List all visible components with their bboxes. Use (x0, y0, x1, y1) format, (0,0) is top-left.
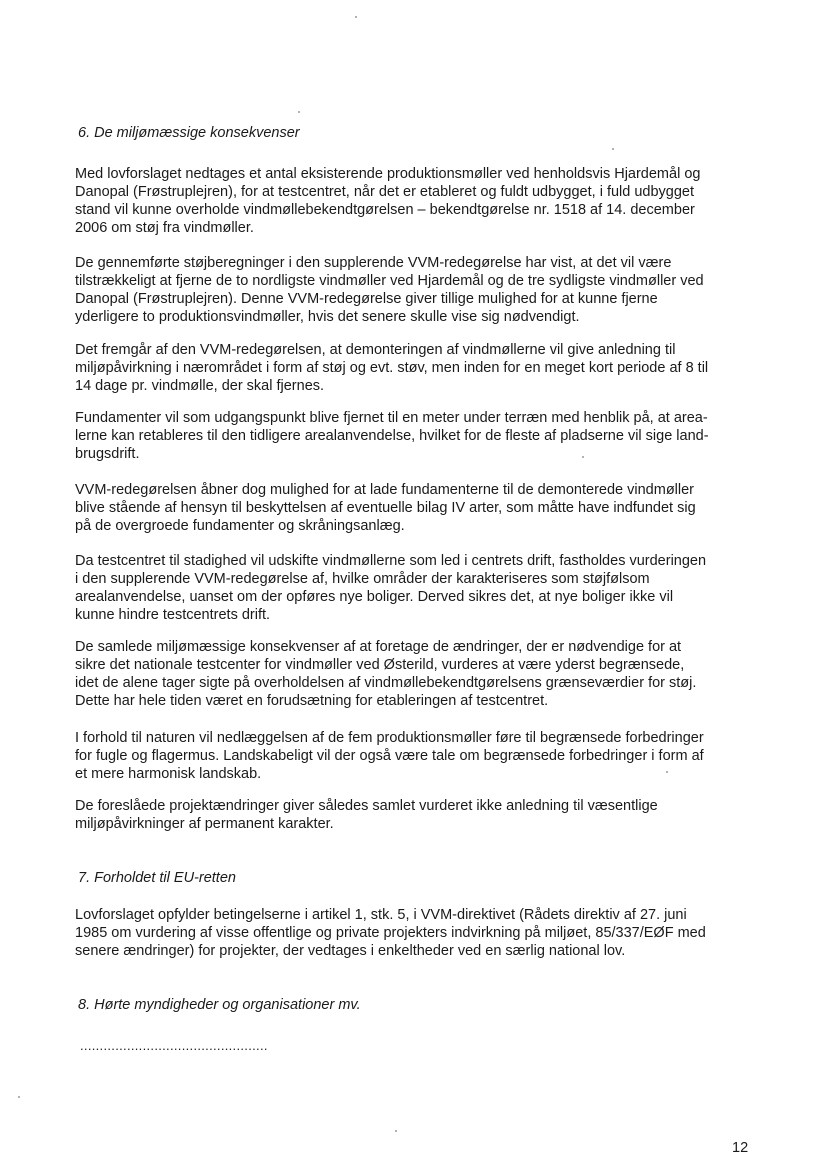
text-line: Da testcentret til stadighed vil udskifte vindmøllerne som led i centrets drift, fastholdes vurderingen (75, 553, 707, 569)
text-line: brugsdrift. (75, 446, 140, 462)
text-line: et mere harmonisk landskab. (75, 766, 262, 782)
page-number: 12 (732, 1140, 749, 1156)
section-8-heading: 8. Hørte myndigheder og organisationer mv. (78, 997, 361, 1013)
text-line: miljøpåvirkninger af permanent karakter. (75, 816, 334, 832)
scan-speck (355, 16, 357, 18)
text-line: 14 dage pr. vindmølle, der skal fjernes. (75, 378, 325, 394)
text-line: senere ændringer) for projekter, der vedtages i enkeltheder ved en særlig national lov. (75, 943, 626, 959)
text-line: miljøpåvirkning i nærområdet i form af støj og evt. støv, men inden for en meget kort periode af 8 til (75, 360, 709, 376)
scan-speck (395, 1130, 397, 1132)
scan-speck (582, 456, 584, 458)
dotted-placeholder-line: ................................................ (80, 1038, 268, 1053)
text-line: Lovforslaget opfylder betingelserne i artikel 1, stk. 5, i VVM-direktivet (Rådets direktiv af 27. juni (75, 907, 687, 923)
section-6-paragraph-4 (75, 409, 755, 463)
section-6-paragraph-8 (75, 729, 755, 783)
text-line: Danopal (Frøstruplejren), for at testcentret, når det er etableret og fuldt udbygget, i fuld udbygget (75, 184, 695, 200)
section-6-paragraph-2 (75, 254, 755, 326)
text-line: 1985 om vurdering af visse offentlige og private projekters indvirkning på miljøet, 85/337/EØF med (75, 925, 706, 941)
text-line: stand vil kunne overholde vindmøllebekendtgørelsen – bekendtgørelse nr. 1518 af 14. december (75, 202, 695, 218)
section-7-heading: 7. Forholdet til EU-retten (78, 870, 236, 886)
text-line: Fundamenter vil som udgangspunkt blive fjernet til en meter under terræn med henblik på, at area- (75, 410, 708, 426)
text-line: sikre det nationale testcenter for vindmøller ved Østerild, vurderes at være yderst begrænsede, (75, 657, 685, 673)
section-7-paragraph-1 (75, 906, 755, 960)
section-6-paragraph-9 (75, 797, 755, 833)
text-line: blive stående af hensyn til beskyttelsen af eventuelle bilag IV arter, som måtte have indfundet sig (75, 500, 696, 516)
text-line: I forhold til naturen vil nedlæggelsen af de fem produktionsmøller føre til begrænsede forbedringer (75, 730, 704, 746)
text-line: i den supplerende VVM-redegørelse af, hvilke områder der karakteriseres som støjfølsom (75, 571, 650, 587)
text-line: for fugle og flagermus. Landskabeligt vil der også være tale om begrænsede forbedringer i form af (75, 748, 704, 764)
text-line: kunne hindre testcentrets drift. (75, 607, 271, 623)
scan-speck (18, 1096, 20, 1098)
text-line: idet de alene tager sigte på overholdelsen af vindmøllebekendtgørelsens grænseværdier for støj. (75, 675, 697, 691)
section-6-paragraph-1 (75, 165, 755, 237)
text-line: Dette har hele tiden været en forudsætning for etableringen af testcentret. (75, 693, 549, 709)
section-6-heading: 6. De miljømæssige konsekvenser (78, 125, 300, 141)
text-line: Med lovforslaget nedtages et antal eksisterende produktionsmøller ved henholdsvis Hjardemål og (75, 166, 701, 182)
scan-speck (666, 771, 668, 773)
text-line: De gennemførte støjberegninger i den supplerende VVM-redegørelse har vist, at det vil være (75, 255, 672, 271)
scan-speck (612, 148, 614, 150)
section-6-paragraph-7 (75, 638, 755, 710)
text-line: lerne kan retableres til den tidligere arealanvendelse, hvilket for de fleste af pladserne vil sige land- (75, 428, 709, 444)
section-6-paragraph-3 (75, 341, 755, 395)
section-6-paragraph-5 (75, 481, 755, 535)
section-6-paragraph-6 (75, 552, 755, 624)
text-line: yderligere to produktionsvindmøller, hvis det senere skulle vise sig nødvendigt. (75, 309, 580, 325)
text-line: VVM-redegørelsen åbner dog mulighed for at lade fundamenterne til de demonterede vindmøller (75, 482, 695, 498)
text-line: 2006 om støj fra vindmøller. (75, 220, 254, 236)
text-line: De samlede miljømæssige konsekvenser af at foretage de ændringer, der er nødvendige for at (75, 639, 682, 655)
text-line: De foreslåede projektændringer giver således samlet vurderet ikke anledning til væsentlige (75, 798, 658, 814)
text-line: Det fremgår af den VVM-redegørelsen, at demonteringen af vindmøllerne vil give anledning til (75, 342, 676, 358)
scan-speck (298, 111, 300, 113)
text-line: tilstrækkeligt at fjerne de to nordligste vindmøller ved Hjardemål og de tre sydligste vindmøller ved (75, 273, 704, 289)
text-line: på de overgroede fundamenter og skråningsanlæg. (75, 518, 405, 534)
text-line: Danopal (Frøstruplejren). Denne VVM-redegørelse giver tillige mulighed for at kunne fjerne (75, 291, 658, 307)
text-line: arealanvendelse, uanset om der opføres nye boliger. Derved sikres det, at nye boliger ikke vil (75, 589, 674, 605)
